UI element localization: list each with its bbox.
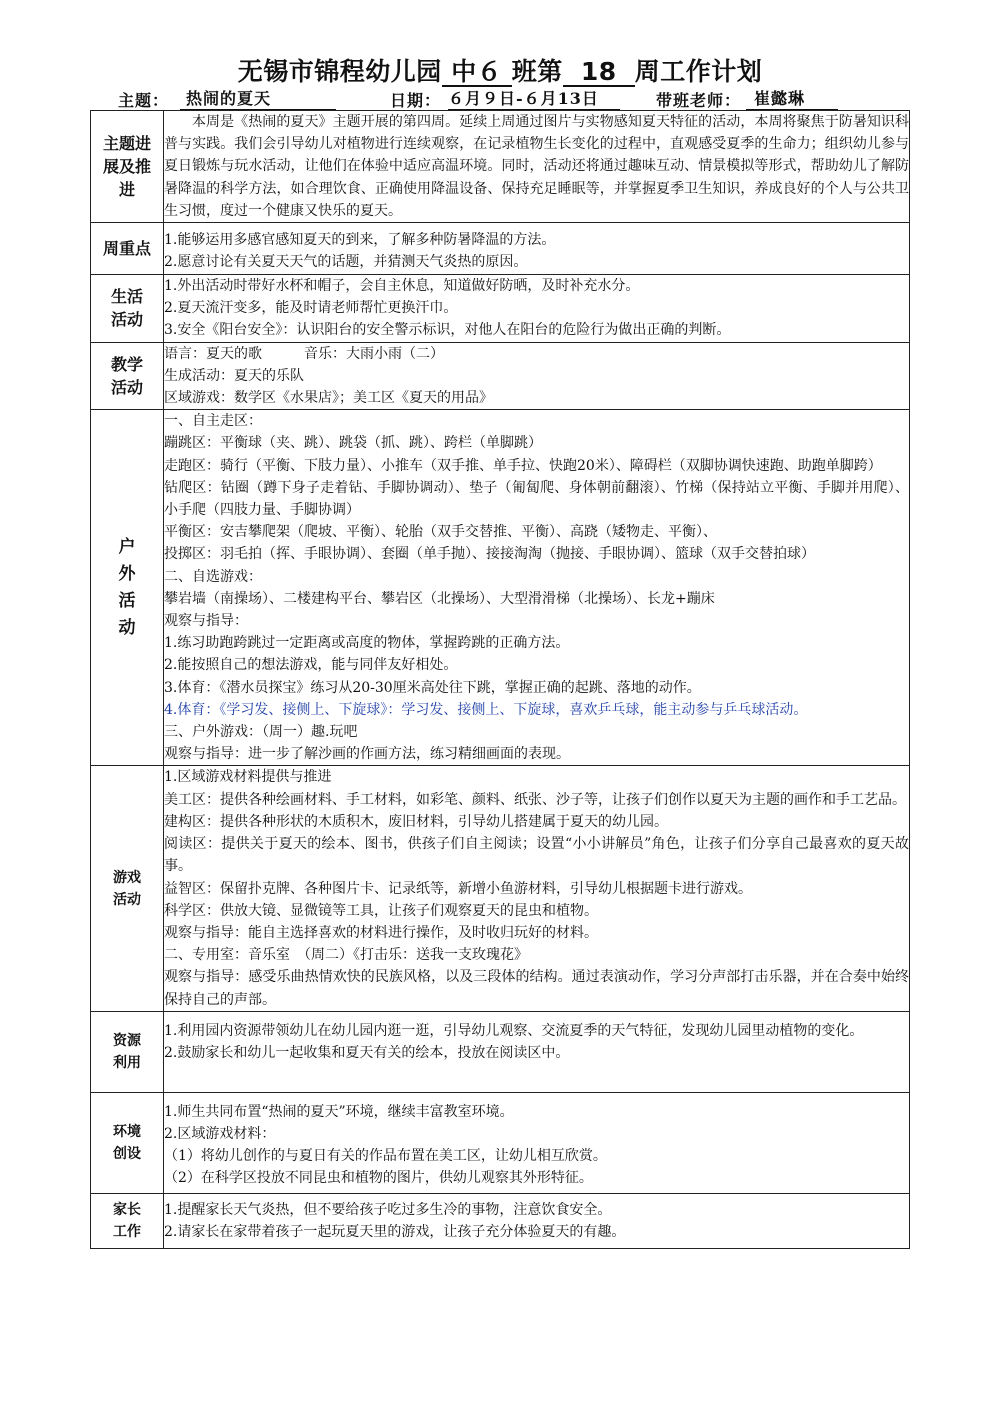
- games-label-cell: [91, 766, 164, 1011]
- progress-label-cell: [91, 111, 164, 223]
- title-suffix: 周工作计划: [634, 57, 763, 86]
- title-class: 中６: [442, 59, 512, 87]
- outdoor-line: 投掷区：羽毛拍（挥、手眼协调）、套圈（单手抛）、接接淘淘（抛接、手眼协调）、篮球（双手交替拍球）: [164, 546, 815, 563]
- life-line: 3.安全《阳台安全》：认识阳台的安全警示标识，对他人在阳台的危险行为做出正确的判断。: [164, 322, 731, 339]
- environment-line: 2.区域游戏材料：: [164, 1125, 276, 1142]
- resources-content: [164, 1011, 910, 1092]
- title-week: 18: [563, 59, 635, 87]
- row-parents: [91, 1193, 910, 1248]
- row-games: [91, 766, 910, 1011]
- teacher-value: 崔懿琳: [746, 88, 838, 110]
- theme-value: 热闹的夏天: [180, 88, 336, 110]
- teaching-language: 语言：夏天的歌: [164, 345, 262, 362]
- games-line: 阅读区：提供关于夏天的绘本、图书，供孩子们自主阅读；设置“小小讲解员”角色，让孩子们分享自己最喜欢的夏天故事。: [164, 836, 909, 875]
- environment-content: [164, 1092, 910, 1193]
- page-title: [0, 52, 1000, 88]
- resources-line: 2.鼓励家长和幼儿一起收集和夏天有关的绘本，投放在阅读区中。: [164, 1044, 570, 1061]
- resources-label: 资源利用: [113, 1032, 141, 1071]
- parents-line: 1.提醒家长天气炎热，但不要给孩子吃过多生冷的事物，注意饮食安全。: [164, 1201, 612, 1218]
- outdoor-line: 走跑区：骑行（平衡、下肢力量）、小推车（双手推、单手拉、快跑20米）、障碍栏（双脚协调快速跑、助跑单脚跨）: [164, 457, 882, 474]
- games-line: 美工区：提供各种绘画材料、手工材料，如彩笔、颜料、纸张、沙子等，让孩子们创作以夏天为主题的画作和手工艺品。: [164, 791, 906, 808]
- teaching-line: 区域游戏：数学区《水果店》；美工区《夏天的用品》: [164, 390, 493, 407]
- plan-table: [90, 110, 910, 1249]
- row-environment: [91, 1092, 910, 1193]
- outdoor-line: 观察与指导：进一步了解沙画的作画方法，练习精细画面的表现。: [164, 746, 570, 763]
- outdoor-line: 3.体育：《潜水员探宝》练习从20-30厘米高处往下跳，掌握正确的起跳、落地的动作。: [164, 679, 701, 696]
- row-focus: [91, 223, 910, 275]
- teaching-music: 音乐：大雨小雨（二）: [304, 345, 444, 362]
- outdoor-line: 平衡区：安吉攀爬架（爬坡、平衡）、轮胎（双手交替推、平衡）、高跷（矮物走、平衡）、: [164, 524, 717, 541]
- outdoor-line: 钻爬区：钻圈（蹲下身子走着钻、手脚协调动）、垫子（匍匐爬、身体朝前翻滚）、竹梯（保持站立平衡、手脚并用爬）、小手爬（四肢力量、手脚协调）: [164, 479, 909, 519]
- resources-line: 1.利用园内资源带领幼儿在幼儿园内逛一逛，引导幼儿观察、交流夏季的天气特征，发现幼儿园里动植物的变化。: [164, 1022, 864, 1039]
- resources-label-cell: [91, 1011, 164, 1092]
- theme-label: 主题：: [118, 91, 170, 110]
- date-value: ６月９日-６月13日: [448, 88, 620, 110]
- title-middle: 班第: [511, 57, 563, 86]
- environment-line: 1.师生共同布置“热闹的夏天”环境，继续丰富教室环境。: [164, 1103, 514, 1120]
- parents-content: [164, 1193, 910, 1248]
- outdoor-line: 2.能按照自己的想法游戏，能与同伴友好相处。: [164, 657, 458, 674]
- games-line: 1.区域游戏材料提供与推进: [164, 769, 332, 786]
- teacher-label: 带班老师：: [656, 91, 742, 110]
- row-resources: [91, 1011, 910, 1092]
- life-label-cell: [91, 275, 164, 343]
- life-label: 生活活动: [110, 287, 143, 330]
- games-line: 观察与指导：能自主选择喜欢的材料进行操作，及时收归玩好的材料。: [164, 924, 598, 941]
- row-teaching: [91, 342, 910, 410]
- outdoor-content: [164, 410, 910, 766]
- games-line: 建构区：提供各种形状的木质积木，废旧材料，引导幼儿搭建属于夏天的幼儿园。: [164, 813, 668, 830]
- focus-label-cell: [91, 223, 164, 275]
- games-line: 观察与指导：感受乐曲热情欢快的民族风格，以及三段体的结构。通过表演动作，学习分声部打击乐器，并在合奏中始终保持自己的声部。: [164, 969, 909, 1008]
- games-line: 益智区：保留扑克牌、各种图片卡、记录纸等，新增小鱼游材料，引导幼儿根据题卡进行游戏。: [164, 880, 752, 897]
- environment-line: （1）将幼儿创作的与夏日有关的作品布置在美工区，让幼儿相互欣赏。: [164, 1148, 607, 1165]
- focus-content: [164, 223, 910, 275]
- progress-label: 主题进展及推进: [102, 134, 151, 199]
- outdoor-label: 户外活动: [118, 536, 136, 638]
- environment-line: （2）在科学区投放不同昆虫和植物的图片，供幼儿观察其外形特征。: [164, 1170, 593, 1187]
- games-content: [164, 766, 910, 1011]
- environment-label: 环境创设: [113, 1123, 141, 1162]
- progress-content: [164, 111, 910, 223]
- focus-line: 1.能够运用多感官感知夏天的到来，了解多种防暑降温的方法。: [164, 232, 556, 249]
- row-life: [91, 275, 910, 343]
- life-content: [164, 275, 910, 343]
- outdoor-line: 1.练习助跑跨跳过一定距离或高度的物体，掌握跨跳的正确方法。: [164, 635, 570, 652]
- parents-label: 家长工作: [113, 1201, 141, 1240]
- outdoor-line: 三、户外游戏：（周一）趣.玩吧: [164, 724, 358, 741]
- parents-line: 2.请家长在家带着孩子一起玩夏天里的游戏，让孩子充分体验夏天的有趣。: [164, 1223, 626, 1240]
- environment-label-cell: [91, 1092, 164, 1193]
- teaching-line: 生成活动：夏天的乐队: [164, 367, 304, 384]
- teaching-content: [164, 342, 910, 410]
- date-label: 日期：: [390, 91, 442, 110]
- life-line: 2.夏天流汗变多，能及时请老师帮忙更换汗巾。: [164, 300, 458, 317]
- outdoor-line-highlight: 4.体育：《学习发、接侧上、下旋球》：学习发、接侧上、下旋球，喜欢乒乓球，能主动参与乒乓球活动。: [164, 701, 808, 718]
- games-line: 二、专用室：音乐室 （周二）《打击乐：送我一支玫瑰花》: [164, 947, 528, 964]
- outdoor-line: 攀岩墙（南操场）、二楼建构平台、攀岩区（北操场）、大型滑滑梯（北操场）、长龙+蹦床: [164, 590, 715, 607]
- outdoor-label-cell: [91, 410, 164, 766]
- life-line: 1.外出活动时带好水杯和帽子，会自主休息，知道做好防晒，及时补充水分。: [164, 278, 640, 295]
- outdoor-line: 观察与指导：: [164, 613, 248, 630]
- row-progress: [91, 111, 910, 223]
- outdoor-line: 蹦跳区：平衡球（夹、跳）、跳袋（抓、跳）、跨栏（单脚跳）: [164, 435, 542, 452]
- parents-label-cell: [91, 1193, 164, 1248]
- progress-text: 本周是《热闹的夏天》主题开展的第四周。延续上周通过图片与实物感知夏天特征的活动，本周将聚焦于防暑知识科普与实践。我们会引导幼儿对植物进行连续观察，在记录植物生长变化的过程中，直观感受夏季的生命力；组织幼儿参与夏日锻炼与玩水活动，让他们在体验中适应高温环境。同时，活动还将通过趣味互动、情景模拟等形式，帮助幼儿了解防暑降温的科学方法，如合理饮食、正确使用降温设备、保持充足睡眠等，并掌握夏季卫生知识，养成良好的个人与公共卫生习惯，度过一个健康又快乐的夏天。: [164, 114, 909, 219]
- games-label: 游戏活动: [113, 869, 141, 908]
- focus-line: 2.愿意讨论有关夏天天气的话题，并猜测天气炎热的原因。: [164, 254, 528, 271]
- teaching-line: [164, 343, 909, 365]
- row-outdoor: [91, 410, 910, 766]
- teaching-label-cell: [91, 342, 164, 410]
- meta-row: [118, 88, 918, 110]
- focus-label: 周重点: [102, 239, 151, 259]
- games-line: 科学区：供放大镜、显微镜等工具，让孩子们观察夏天的昆虫和植物。: [164, 902, 598, 919]
- outdoor-line: 一、自主走区：: [164, 413, 262, 430]
- teaching-label: 教学活动: [110, 354, 143, 397]
- title-prefix: 无锡市锦程幼儿园: [237, 57, 442, 86]
- outdoor-line: 二、自选游戏：: [164, 568, 262, 585]
